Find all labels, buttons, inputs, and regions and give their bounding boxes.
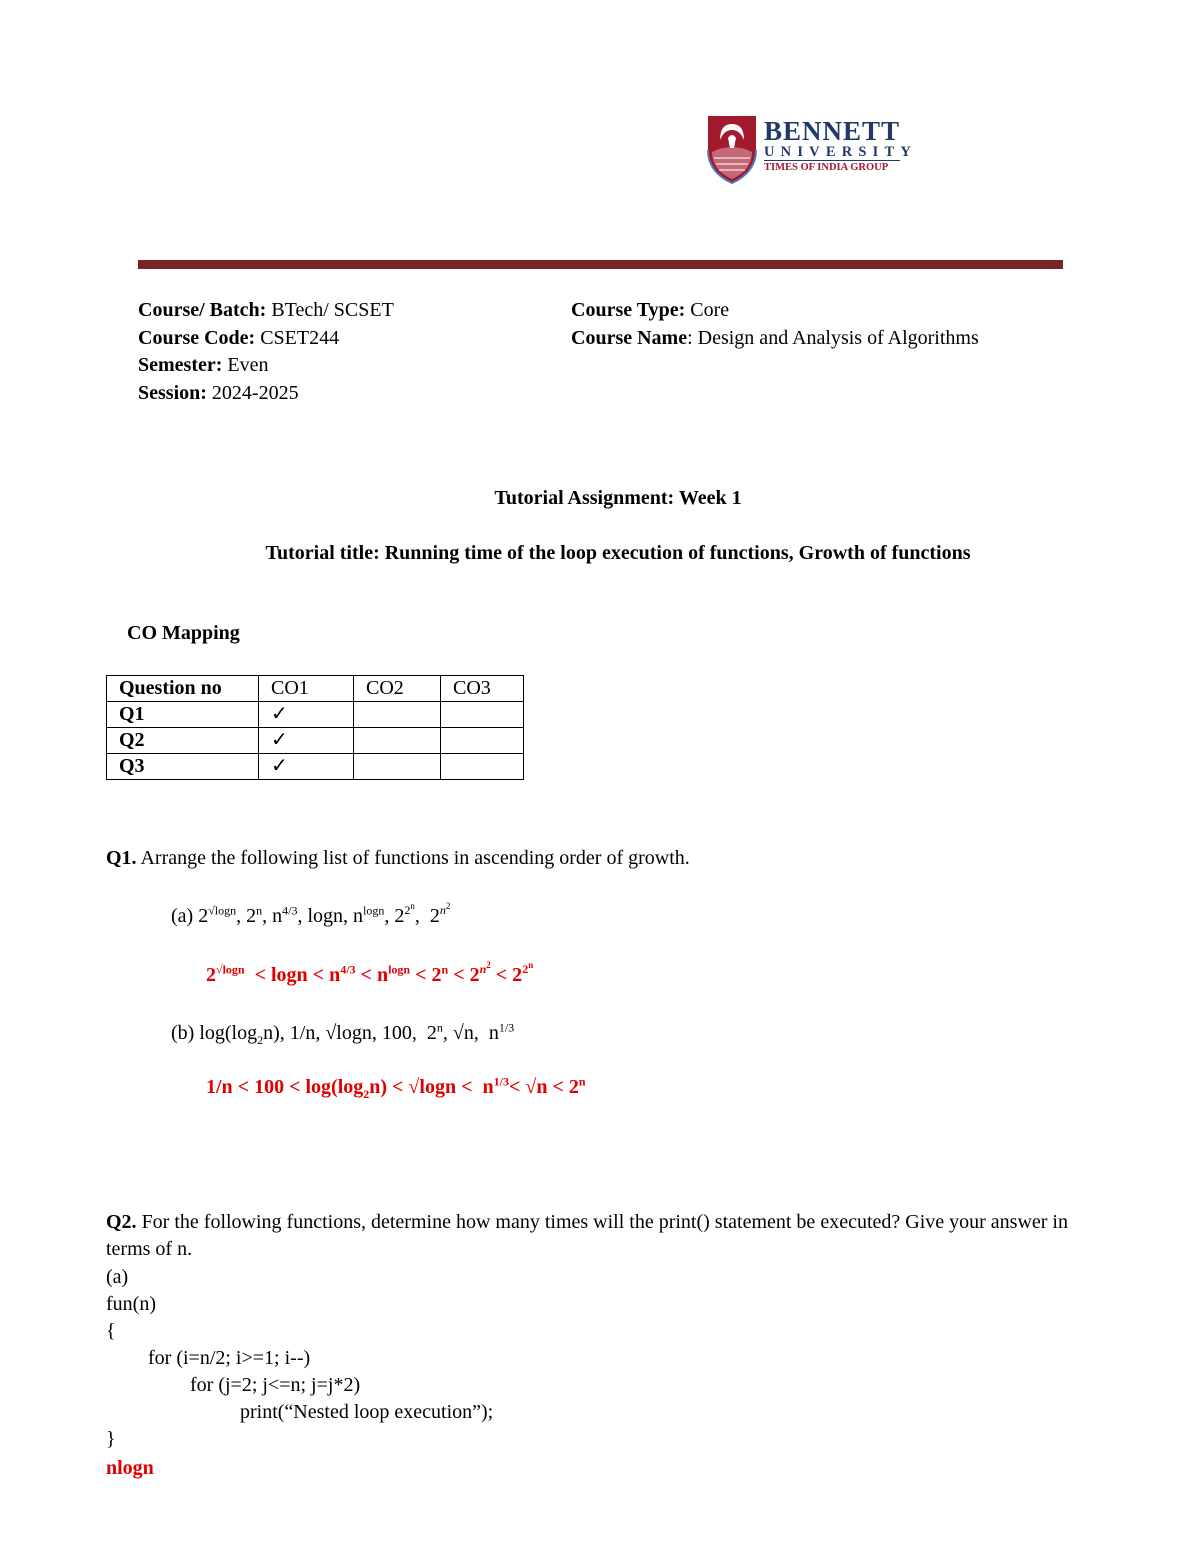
logo-group: TIMES OF INDIA GROUP	[764, 162, 889, 173]
table-cell	[354, 754, 441, 780]
table-cell	[354, 728, 441, 754]
row-question: Q3	[107, 754, 259, 780]
header-co3: CO3	[441, 676, 524, 702]
code-line: for (i=n/2; i>=1; i--)	[148, 1347, 311, 1369]
shield-logo-icon	[706, 112, 758, 184]
university-logo	[706, 112, 918, 184]
meta-semester: Semester: Even	[138, 354, 269, 376]
logo-name: BENNETT	[764, 116, 901, 146]
table-cell	[441, 754, 524, 780]
logo-subname: UNIVERSITY	[764, 144, 918, 160]
table-header-row	[107, 676, 524, 702]
header-divider	[138, 260, 1063, 269]
table-cell	[441, 702, 524, 728]
assignment-heading: Tutorial Assignment: Week 1	[494, 487, 742, 509]
row-question: Q2	[107, 728, 259, 754]
checkmark-icon: ✓	[259, 754, 354, 780]
q1b-answer: $1/n < 100 < \log(\log_2n) < √\log n < n^{1/3}< √n < 2^n$	[206, 1074, 586, 1101]
q2a-answer: nlogn	[106, 1457, 154, 1479]
meta-code: Course Code: CSET244	[138, 326, 340, 349]
checkmark-icon: ✓	[259, 702, 354, 728]
q1b-functions: (b) $\log(\log_2n)$, 1/n, √logn, 100, 2$^n$, √n, $n^{1/3}$	[171, 1020, 515, 1047]
course-meta-right	[571, 297, 979, 352]
logo-divider	[764, 160, 900, 161]
code-line: }	[106, 1428, 116, 1450]
header-co1: CO1	[259, 676, 354, 702]
course-meta-left	[138, 297, 394, 407]
table-row	[107, 754, 524, 780]
q2-prompt: Q2. For the following functions, determine how many times will the print() statement be executed? Give your answer in terms of n.	[106, 1211, 1068, 1260]
row-question: Q1	[107, 702, 259, 728]
table-row	[107, 702, 524, 728]
table-row	[107, 728, 524, 754]
table-cell	[441, 728, 524, 754]
co-mapping-table	[106, 675, 524, 780]
q2a-label: (a)	[106, 1266, 129, 1288]
code-line: {	[106, 1320, 116, 1342]
header-question: Question no	[107, 676, 259, 702]
header-co2: CO2	[354, 676, 441, 702]
tutorial-title: Tutorial title: Running time of the loop execution of functions, Growth of functions	[265, 542, 971, 564]
co-mapping-title: CO Mapping	[127, 622, 240, 644]
code-line: print(“Nested loop execution”);	[240, 1401, 494, 1423]
meta-session: Session: 2024-2025	[138, 381, 299, 404]
table-cell	[354, 702, 441, 728]
checkmark-icon: ✓	[259, 728, 354, 754]
code-line: fun(n)	[106, 1293, 156, 1315]
meta-batch: Course/ Batch: BTech/ SCSET	[138, 299, 394, 321]
meta-name: Course Name: Design and Analysis of Algorithms	[571, 326, 979, 349]
q1-prompt: Q1. Arrange the following list of functions in ascending order of growth.	[106, 847, 690, 869]
q1a-functions: (a) $2^{√logn}$, 2$^n$, $n^{4/3}$, logn, $n^{logn}$, $2^{2^n}$, $2^{n^2}$	[171, 901, 451, 927]
meta-type: Course Type: Core	[571, 299, 730, 321]
code-line: for (j=2; j<=n; j=j*2)	[190, 1374, 361, 1396]
q1a-answer: $2^{√logn} < \log n < n^{4/3} < n^{logn} < 2^n < 2^{n^2} < 2^{2^n}$	[206, 960, 534, 986]
